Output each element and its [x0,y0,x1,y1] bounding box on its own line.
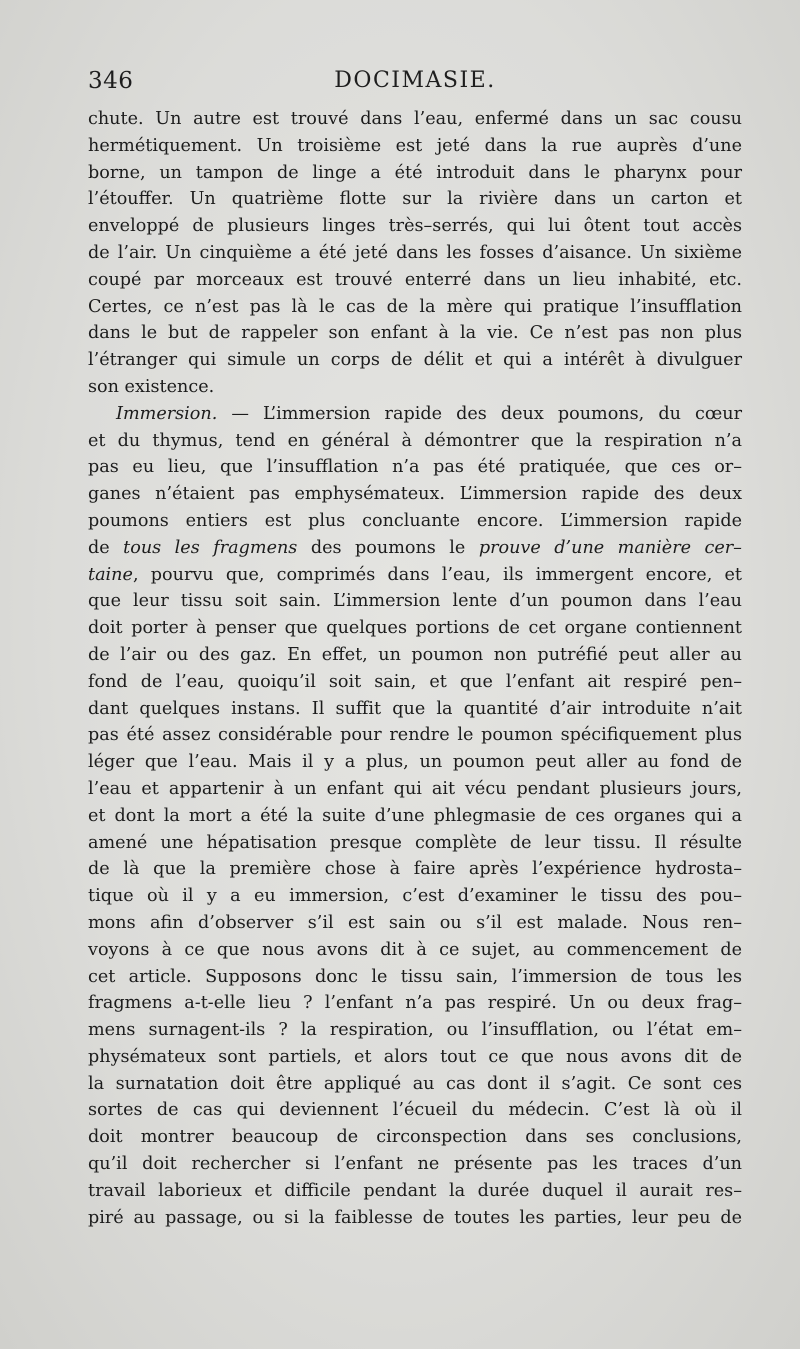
italic-run: prouve d’une manière cer– [478,537,742,558]
text-line: de l’air ou des gaz. En effet, un poumon non putréfié peut aller au [88,644,742,665]
text-run: de [88,537,124,558]
italic-run: taine [88,564,133,585]
text-line: l’étouffer. Un quatrième flotte sur la rivière dans un carton et [88,189,742,210]
text-line: Certes, ce n’est pas là le cas de la mère qui pratique l’insufflation [88,296,742,317]
text-line: dant quelques instans. Il suffit que la quantité d’air introduite n’ait [88,698,742,719]
text-line: enveloppé de plusieurs linges très–serrés, qui lui ôtent tout accès [88,216,742,237]
text-line: et du thymus, tend en général à démontrer que la respiration n’a [88,430,742,451]
text-line: fragmens a-t-elle lieu ? l’enfant n’a pas respiré. Un ou deux frag– [88,993,742,1014]
text-line: coupé par morceaux est trouvé enterré dans un lieu inhabité, etc. [88,269,742,290]
text-line: qu’il doit rechercher si l’enfant ne présente pas les traces d’un [88,1154,742,1175]
text-line: piré au passage, ou si la faiblesse de toutes les parties, leur peu de [88,1207,742,1228]
text-line: doit montrer beaucoup de circonspection dans ses conclusions, [88,1127,742,1148]
text-line: sortes de cas qui deviennent l’écueil du médecin. C’est là où il [88,1100,742,1121]
text-line: travail laborieux et difficile pendant la durée duquel il aurait res– [88,1180,742,1201]
text-line: de l’air. Un cinquième a été jeté dans les fosses d’aisance. Un sixième [88,242,742,263]
section-heading: Immersion. [116,403,218,424]
paragraph-start-line [88,401,742,428]
text-line: la surnatation doit être appliqué au cas dont il s’agit. Ce sont ces [88,1073,742,1094]
text-line: doit porter à penser que quelques portions de cet organe contiennent [88,618,742,639]
text-line: que leur tissu soit sain. L’immersion lente d’un poumon dans l’eau [88,591,742,612]
page-header [88,68,742,100]
text-line: mons afin d’observer s’il est sain ou s’il est malade. Nous ren– [88,912,742,933]
text-line: poumons entiers est plus concluante encore. L’immersion rapide [88,510,742,531]
text-line: tique où il y a eu immersion, c’est d’examiner le tissu des pou– [88,886,742,907]
page-number: 346 [88,68,134,94]
text-line: borne, un tampon de linge a été introduit dans le pharynx pour [88,162,742,183]
text-line: dans le but de rappeler son enfant à la vie. Ce n’est pas non plus [88,323,742,344]
text-line: de là que la première chose à faire après l’expérience hydrosta– [88,859,742,880]
text-line: pas été assez considérable pour rendre le poumon spécifiquement plus [88,725,742,746]
text-line: ganes n’étaient pas emphysémateux. L’immersion rapide des deux [88,484,742,505]
text-line: mens surnagent-ils ? la respiration, ou l’insufflation, ou l’état em– [88,1020,742,1041]
text-line: cet article. Supposons donc le tissu sain, l’immersion de tous les [88,966,742,987]
text-line [88,535,742,562]
text-line: hermétiquement. Un troisième est jeté dans la rue auprès d’une [88,135,742,156]
text-run: , pourvu que, comprimés dans l’eau, ils immergent encore, et [132,564,742,585]
text-line: fond de l’eau, quoiqu’il soit sain, et que l’enfant ait respiré pen– [88,671,742,692]
text-line: chute. Un autre est trouvé dans l’eau, enfermé dans un sac cousu [88,109,742,129]
italic-run: tous les fragmens [123,537,298,558]
text-line: léger que l’eau. Mais il y a plus, un poumon peut aller au fond de [88,752,742,773]
text-line: son existence. [88,376,215,397]
text-line: l’étranger qui simule un corps de délit et qui a intérêt à divulguer [88,350,742,371]
running-head: DOCIMASIE. [334,68,496,93]
body-text [88,106,742,1231]
text-run: — L’immersion rapide des deux poumons, du cœur [217,403,742,424]
text-line: amené une hépatisation presque complète de leur tissu. Il résulte [88,832,742,853]
text-line: pas eu lieu, que l’insufflation n’a pas été pratiquée, que ces or– [88,457,742,478]
text-line: physémateux sont partiels, et alors tout ce que nous avons dit de [88,1046,742,1067]
text-line: l’eau et appartenir à un enfant qui ait vécu pendant plusieurs jours, [88,778,742,799]
text-line [88,562,742,589]
text-run: des poumons le [297,537,479,558]
text-line: voyons à ce que nous avons dit à ce sujet, au commencement de [88,939,742,960]
text-line: et dont la mort a été la suite d’une phlegmasie de ces organes qui a [88,805,742,826]
